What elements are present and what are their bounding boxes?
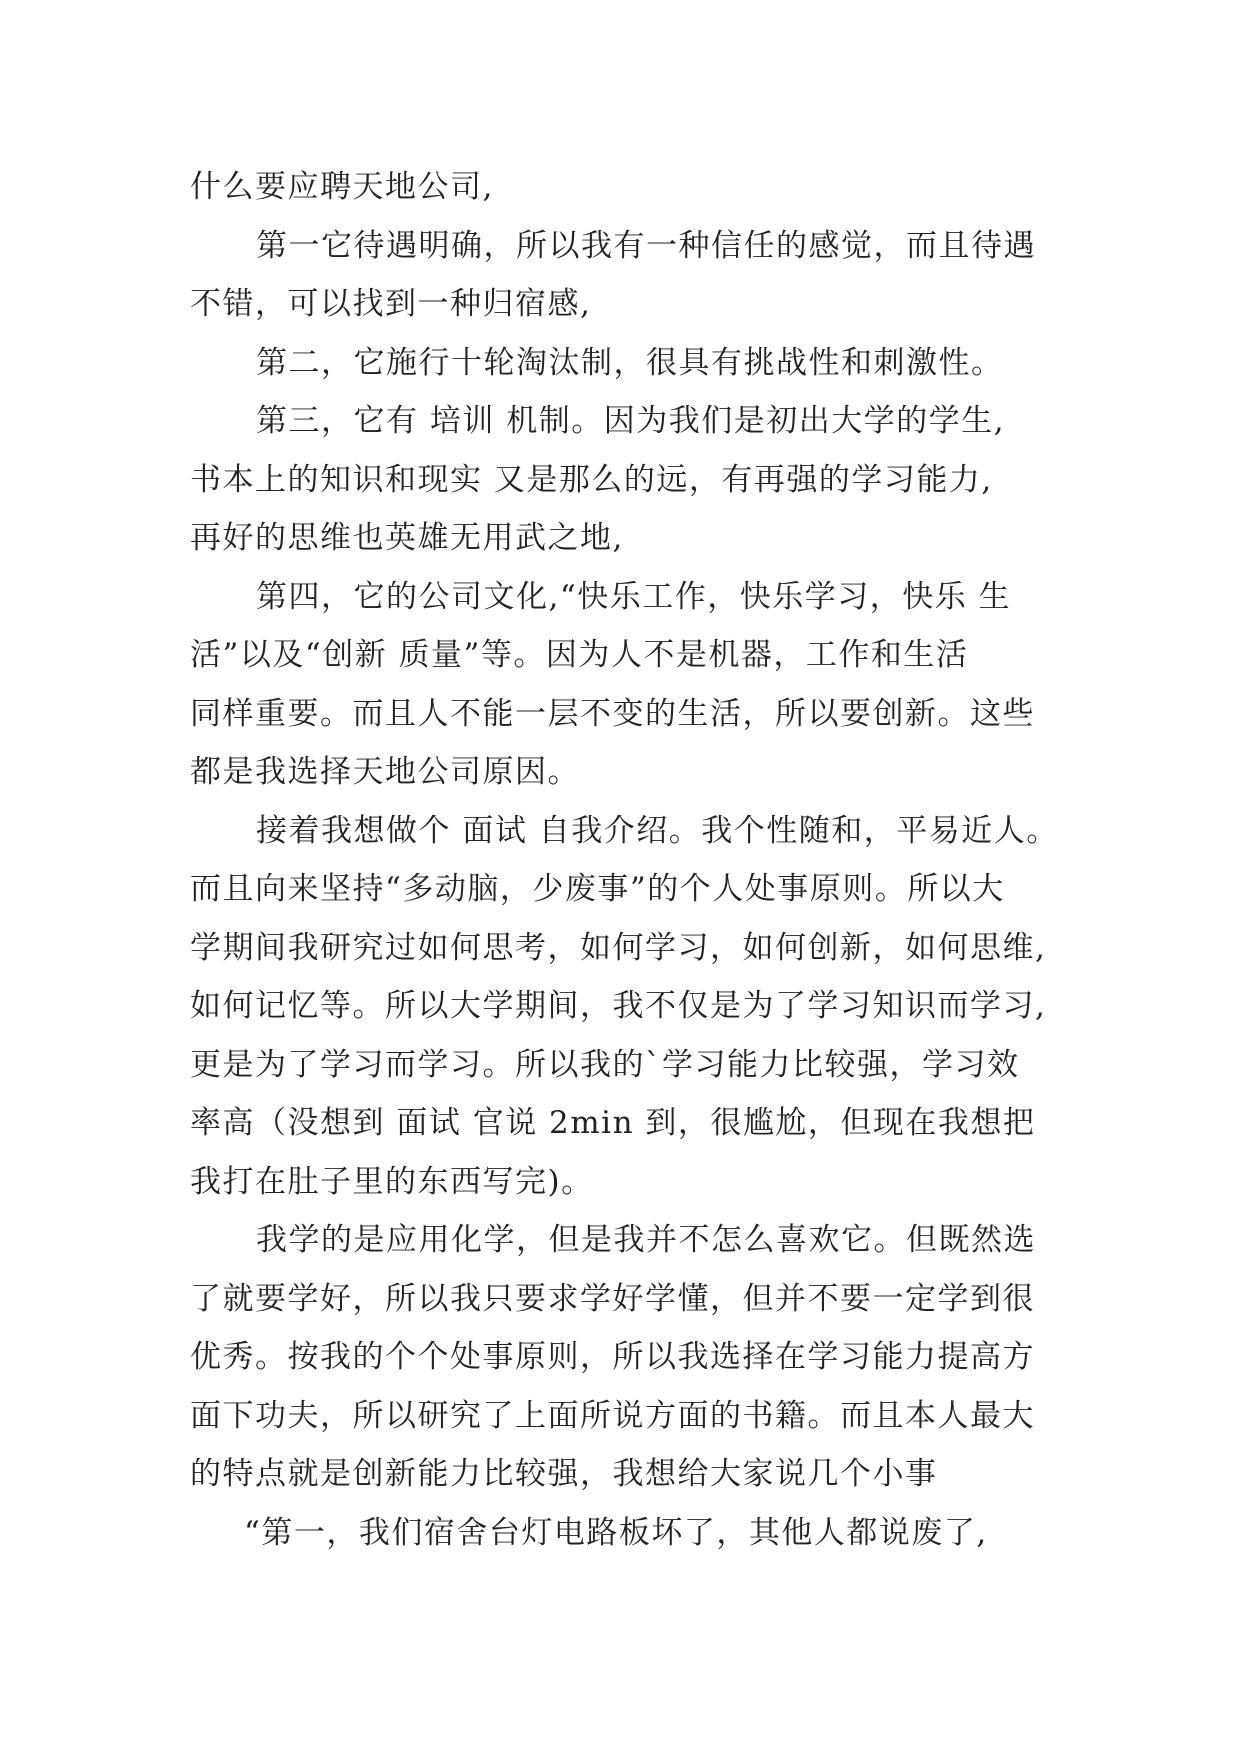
text-line: 不错，可以找到一种归宿感, bbox=[190, 286, 592, 322]
text-line: 书本上的知识和现实 又是那么的远，有再强的学习能力, bbox=[190, 461, 993, 498]
text-line: 第三，它有 培训 机制。因为我们是初出大学的学生, bbox=[256, 403, 1006, 439]
text-line: 的特点就是创新能力比较强，我想给大家说几个小事 bbox=[190, 1456, 938, 1492]
text-line: 都是我选择天地公司原因。 bbox=[190, 754, 580, 790]
text-line: 如何记忆等。所以大学期间，我不仅是为了学习知识而学习, bbox=[190, 988, 1047, 1024]
text-line: 了就要学好，所以我只要求学好学懂，但并不要一定学到很 bbox=[190, 1280, 1035, 1317]
text-line: “第一，我们宿舍台灯电路板坏了，其他人都说废了, bbox=[244, 1514, 988, 1551]
text-line: 学期间我研究过如何思考，如何学习，如何创新，如何思维, bbox=[190, 929, 1047, 966]
text-line: 活”以及“创新 质量”等。因为人不是机器，工作和生活 bbox=[190, 637, 969, 673]
text-line: 我打在肚子里的东西写完)。 bbox=[190, 1163, 594, 1200]
text-line: 第二，它施行十轮淘汰制，很具有挑战性和刺激性。 bbox=[256, 344, 1004, 381]
text-line: 率高（没想到 面试 官说 2min 到，很尴尬，但现在我想把 bbox=[190, 1105, 1036, 1141]
text-line: 第四，它的公司文化,“快乐工作，快乐学习，快乐 生 bbox=[256, 578, 1012, 615]
text-line: 我学的是应用化学，但是我并不怎么喜欢它。但既然选 bbox=[256, 1222, 1036, 1258]
text-line: 接着我想做个 面试 自我介绍。我个性随和，平易近人。 bbox=[256, 812, 1059, 849]
text-line: 第一它待遇明确，所以我有一种信任的感觉，而且待遇 bbox=[256, 227, 1036, 264]
text-line: 再好的思维也英雄无用武之地, bbox=[190, 520, 624, 556]
text-line: 更是为了学习而学习。所以我的`学习能力比较强，学习效 bbox=[190, 1046, 1020, 1083]
text-line: 而且向来坚持“多动脑，少废事”的个人处事原则。所以大 bbox=[190, 871, 1005, 907]
document-body bbox=[190, 158, 1070, 1562]
text-line: 优秀。按我的个个处事原则，所以我选择在学习能力提高方 bbox=[190, 1339, 1035, 1375]
text-line: 同样重要。而且人不能一层不变的生活，所以要创新。这些 bbox=[190, 695, 1035, 732]
text-line: 什么要应聘天地公司, bbox=[190, 169, 494, 205]
text-line: 面下功夫，所以研究了上面所说方面的书籍。而且本人最大 bbox=[190, 1397, 1035, 1434]
